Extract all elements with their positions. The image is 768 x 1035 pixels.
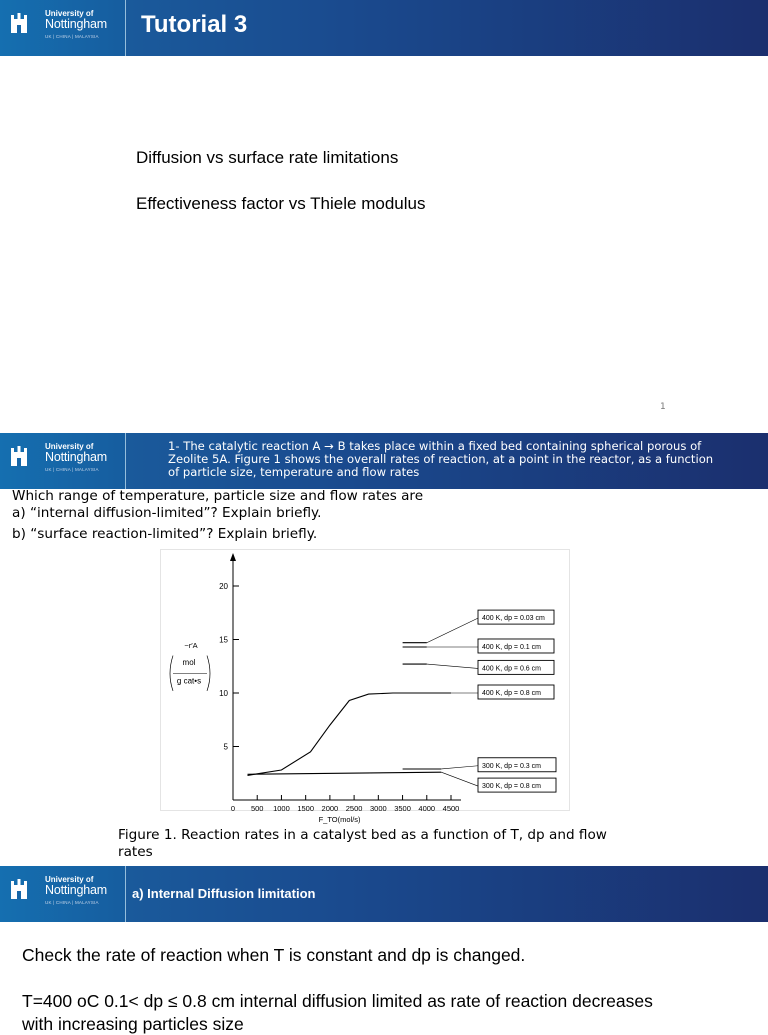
x-tick-label: 1500 [297, 804, 315, 813]
problem-line: 1- The catalytic reaction A → B takes place within a fixed bed containing spherical porous of [168, 439, 702, 453]
university-logo [0, 0, 126, 56]
y-tick-label: 10 [219, 689, 228, 698]
university-logo [0, 433, 126, 489]
slide-header [0, 433, 768, 489]
y-axis-unit-numerator: mol [182, 658, 196, 668]
body-line: with increasing particles size [22, 1014, 244, 1034]
caption-line: Figure 1. Reaction rates in a catalyst bed as a function of T, dp and flow [118, 827, 607, 843]
reaction-rate-figure [160, 549, 570, 824]
series-label: 400 K, dp = 0.8 cm [482, 690, 541, 697]
problem-line: of particle size, temperature and flow rates [168, 465, 420, 479]
x-tick-label: 500 [250, 804, 264, 813]
series-label: 400 K, dp = 0.1 cm [482, 643, 541, 651]
x-tick-label: 2500 [345, 804, 363, 813]
y-tick-label: 20 [219, 582, 228, 591]
x-tick-label: 3000 [369, 804, 387, 813]
topic-line: Effectiveness factor vs Thiele modulus [136, 194, 426, 213]
logo-campuses-text: UK | CHINA | MALAYSIA [45, 467, 99, 472]
slide-header [0, 0, 768, 56]
y-axis-unit-denominator: g cat•s [176, 676, 202, 686]
slide-title: a) Internal Diffusion limitation [132, 886, 316, 901]
series-label: 300 K, dp = 0.8 cm [482, 783, 541, 791]
logo-name-text: Nottingham [45, 450, 107, 464]
castle-icon [9, 444, 29, 468]
problem-statement [168, 440, 748, 479]
series-label: 400 K, dp = 0.6 cm [482, 665, 541, 673]
logo-university-text: University of [45, 875, 94, 884]
series-label: 400 K, dp = 0.03 cm [482, 615, 545, 623]
x-tick-label: 3500 [394, 804, 411, 813]
logo-name-text: Nottingham [45, 17, 107, 31]
slide-2 [0, 433, 768, 866]
logo-university-text: University of [45, 9, 94, 18]
logo-name-text: Nottingham [45, 883, 107, 897]
y-axis-label: −r′A [184, 641, 198, 651]
question-line: b) “surface reaction-limited”? Explain briefly. [12, 526, 318, 542]
slide-title: Tutorial 3 [141, 11, 248, 38]
series-label: 300 K, dp = 0.3 cm [482, 762, 541, 770]
page-number: 1 [660, 402, 666, 412]
logo-campuses-text: UK | CHINA | MALAYSIA [45, 900, 99, 905]
caption-line: rates [118, 844, 153, 860]
castle-icon [9, 877, 29, 901]
problem-line: Zeolite 5A. Figure 1 shows the overall rates of reaction, at a point in the reactor, as a function [168, 452, 714, 466]
castle-icon [9, 11, 29, 35]
logo-university-text: University of [45, 442, 94, 451]
topic-line: Diffusion vs surface rate limitations [136, 148, 399, 167]
x-tick-label: 0 [230, 804, 236, 813]
slide-3 [0, 866, 768, 1034]
x-tick-label: 2000 [321, 804, 339, 813]
slide-header [0, 866, 768, 922]
y-tick-label: 15 [219, 635, 228, 645]
x-tick-label: 4000 [418, 804, 436, 813]
university-logo [0, 866, 126, 922]
question-line: Which range of temperature, particle size and flow rates are [12, 488, 424, 504]
x-tick-label: 4500 [442, 804, 460, 813]
x-tick-label: 1000 [273, 804, 290, 813]
y-tick-label: 5 [223, 742, 228, 752]
question-line: a) “internal diffusion-limited”? Explain briefly. [12, 505, 322, 521]
x-axis-label: F_TO(mol/s) [318, 815, 361, 824]
slide-1 [0, 0, 768, 432]
body-line: Check the rate of reaction when T is constant and dp is changed. [22, 945, 526, 965]
figure-caption [118, 827, 678, 861]
body-line: T=400 oC 0.1< dp ≤ 0.8 cm internal diffusion limited as rate of reaction decreases [22, 991, 653, 1011]
logo-campuses-text: UK | CHINA | MALAYSIA [45, 34, 99, 39]
